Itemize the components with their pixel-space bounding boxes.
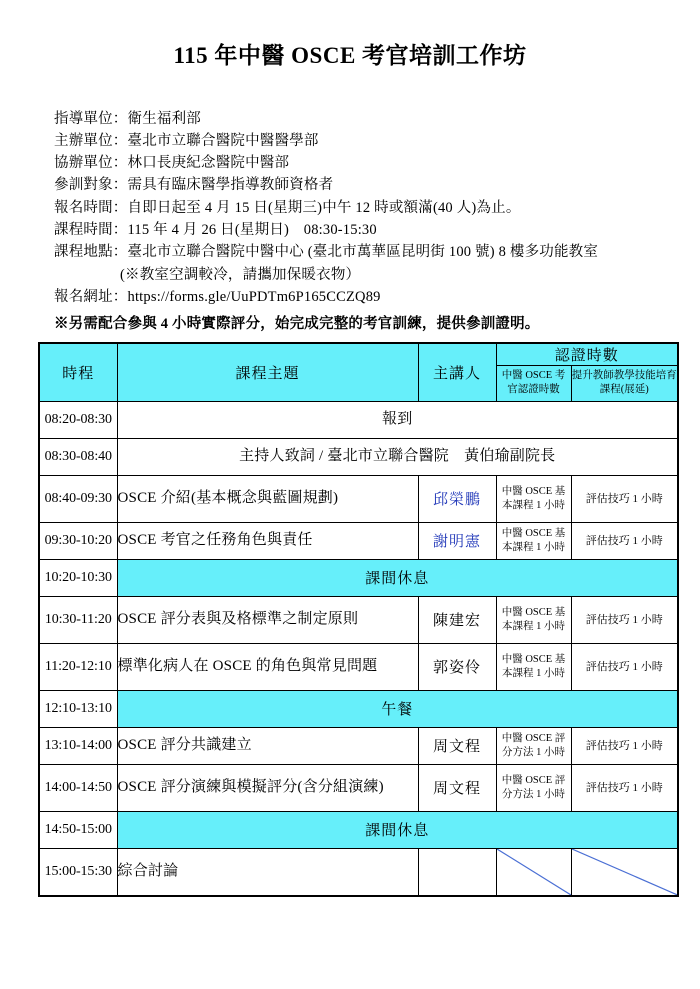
table-row bbox=[39, 848, 678, 896]
cell-time: 08:30-08:40 bbox=[39, 438, 117, 475]
info-block bbox=[0, 70, 700, 336]
table-head bbox=[39, 343, 678, 402]
cell-cert-osce-hours: 中醫 OSCE 基本課程 1 小時 bbox=[496, 475, 571, 522]
cell-cert-teaching-hours: 評估技巧 1 小時 bbox=[571, 596, 678, 643]
column-header-cert-group: 認證時數 bbox=[496, 343, 678, 366]
cell-cert-osce-hours: 中醫 OSCE 基本課程 1 小時 bbox=[496, 522, 571, 559]
column-header-cert-teaching-hours: 提升教師教學技能培育課程(展延) bbox=[571, 365, 678, 401]
cell-speaker: 邱榮鵬 bbox=[418, 475, 496, 522]
column-header-speaker: 主講人 bbox=[418, 343, 496, 402]
table-body bbox=[39, 401, 678, 896]
info-line-registration-period: 報名時間：自即日起至 4 月 15 日(星期三)中午 12 時或額滿(40 人)為止。 bbox=[54, 199, 521, 216]
cell-time: 15:00-15:30 bbox=[39, 848, 117, 896]
cell-cert-osce-hours: 中醫 OSCE 基本課程 1 小時 bbox=[496, 643, 571, 690]
info-line-location-note: (※教室空調較冷，請攜加保暖衣物） bbox=[120, 266, 361, 283]
schedule-table-wrap bbox=[0, 336, 700, 897]
column-header-time: 時程 bbox=[39, 343, 117, 402]
cell-cert-osce-hours: 中醫 OSCE 基本課程 1 小時 bbox=[496, 596, 571, 643]
info-line-registration-url[interactable]: 報名網址：https://forms.gle/UuPDTm6P165CCZQ89 bbox=[54, 288, 381, 305]
cell-topic: OSCE 介紹(基本概念與藍圖規劃) bbox=[117, 475, 418, 522]
cell-speaker: 周文程 bbox=[418, 727, 496, 764]
cell-speaker: 周文程 bbox=[418, 764, 496, 811]
cell-cert-osce-hours: 中醫 OSCE 評分方法 1 小時 bbox=[496, 727, 571, 764]
cell-cert-2-empty bbox=[571, 848, 678, 896]
cell-time: 14:00-14:50 bbox=[39, 764, 117, 811]
cell-topic: 標準化病人在 OSCE 的角色與常見問題 bbox=[117, 643, 418, 690]
cell-cert-teaching-hours: 評估技巧 1 小時 bbox=[571, 475, 678, 522]
cell-cert-teaching-hours: 評估技巧 1 小時 bbox=[571, 522, 678, 559]
cell-time: 11:20-12:10 bbox=[39, 643, 117, 690]
table-row bbox=[39, 522, 678, 559]
cell-time: 13:10-14:00 bbox=[39, 727, 117, 764]
cell-topic: OSCE 評分演練與模擬評分(含分組演練) bbox=[117, 764, 418, 811]
diagonal-strike-icon bbox=[497, 849, 571, 895]
cell-time: 10:30-11:20 bbox=[39, 596, 117, 643]
cell-cert-teaching-hours: 評估技巧 1 小時 bbox=[571, 764, 678, 811]
cell-time: 10:20-10:30 bbox=[39, 559, 117, 596]
info-line-course-location: 課程地點：臺北市立聯合醫院中醫中心 (臺北市萬華區昆明街 100 號) 8 樓多功能教室 bbox=[54, 244, 599, 261]
info-line-audience: 參訓對象：需具有臨床醫學指導教師資格者 bbox=[54, 177, 334, 194]
cell-topic: OSCE 評分表與及格標準之制定原則 bbox=[117, 596, 418, 643]
cell-cert-teaching-hours: 評估技巧 1 小時 bbox=[571, 643, 678, 690]
table-row bbox=[39, 690, 678, 727]
schedule-table bbox=[38, 342, 679, 897]
cell-break-label: 課間休息 bbox=[117, 559, 678, 596]
table-header-row-1 bbox=[39, 343, 678, 366]
cell-speaker: 郭姿伶 bbox=[418, 643, 496, 690]
table-row bbox=[39, 438, 678, 475]
cell-cert-teaching-hours: 評估技巧 1 小時 bbox=[571, 727, 678, 764]
table-row bbox=[39, 643, 678, 690]
info-line-supervisor: 指導單位：衛生福利部 bbox=[54, 110, 201, 127]
cell-speaker: 謝明憲 bbox=[418, 522, 496, 559]
cell-speaker: 陳建宏 bbox=[418, 596, 496, 643]
cell-break-label: 課間休息 bbox=[117, 811, 678, 848]
table-row bbox=[39, 401, 678, 438]
cell-time: 08:40-09:30 bbox=[39, 475, 117, 522]
cell-topic: OSCE 考官之任務角色與責任 bbox=[117, 522, 418, 559]
info-note: ※另需配合參與 4 小時實際評分，始完成完整的考官訓練，提供參訓證明。 bbox=[54, 316, 540, 333]
cell-time: 08:20-08:30 bbox=[39, 401, 117, 438]
table-row bbox=[39, 764, 678, 811]
cell-cert-1-empty bbox=[496, 848, 571, 896]
info-line-organizer: 主辦單位：臺北市立聯合醫院中醫醫學部 bbox=[54, 132, 319, 149]
info-line-course-time: 課程時間：115 年 4 月 26 日(星期日) 08:30-15:30 bbox=[54, 222, 377, 239]
cell-topic: 綜合討論 bbox=[117, 848, 418, 896]
cell-speaker bbox=[418, 848, 496, 896]
cell-topic: OSCE 評分共識建立 bbox=[117, 727, 418, 764]
cell-time: 14:50-15:00 bbox=[39, 811, 117, 848]
cell-time: 12:10-13:10 bbox=[39, 690, 117, 727]
cell-topic: 主持人致詞 / 臺北市立聯合醫院 黃伯瑜副院長 bbox=[117, 438, 678, 475]
cell-break-label: 午餐 bbox=[117, 690, 678, 727]
table-row bbox=[39, 811, 678, 848]
info-line-coorganizer: 協辦單位：林口長庚紀念醫院中醫部 bbox=[54, 155, 290, 172]
cell-cert-osce-hours: 中醫 OSCE 評分方法 1 小時 bbox=[496, 764, 571, 811]
table-row bbox=[39, 727, 678, 764]
table-row bbox=[39, 475, 678, 522]
column-header-cert-osce-hours: 中醫 OSCE 考官認證時數 bbox=[496, 365, 571, 401]
cell-time: 09:30-10:20 bbox=[39, 522, 117, 559]
column-header-topic: 課程主題 bbox=[117, 343, 418, 402]
page-title: 115 年中醫 OSCE 考官培訓工作坊 bbox=[173, 43, 527, 68]
diagonal-strike-icon bbox=[572, 849, 678, 895]
table-row bbox=[39, 596, 678, 643]
table-row bbox=[39, 559, 678, 596]
cell-topic: 報到 bbox=[117, 401, 678, 438]
